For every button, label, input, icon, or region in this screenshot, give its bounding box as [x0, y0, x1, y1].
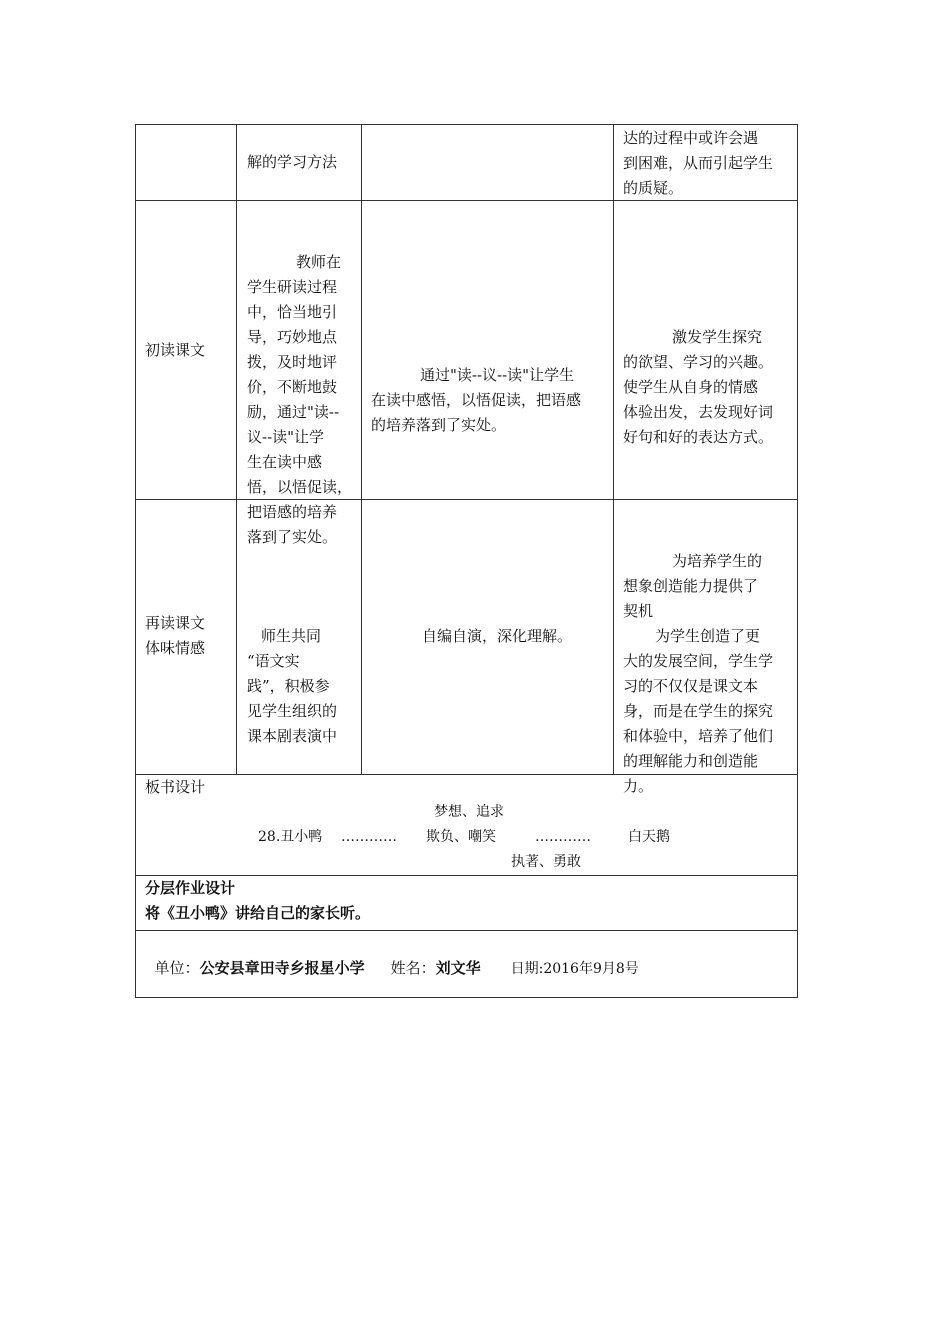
table-border-right — [797, 124, 798, 998]
homework-content: 将《丑小鸭》讲给自己的家长听。 — [145, 904, 371, 922]
unit-value: 公安县章田寺乡报星小学 — [199, 959, 365, 977]
row2-student-cell: 通过"读--议--读"让学生 在读中感悟，以悟促读，把语感 的培养落到了实处。 — [371, 366, 582, 434]
row1-intent-cell: 达的过程中或许会遇 到困难，从而引起学生 的质疑。 — [623, 129, 774, 197]
board-design-title: 板书设计 — [145, 778, 206, 796]
column-divider-2 — [361, 124, 362, 775]
table-border-bottom — [135, 997, 798, 998]
column-divider-1 — [236, 124, 237, 775]
name-value: 刘文华 — [435, 959, 481, 977]
board-line-dreams: 梦想、追求 — [434, 804, 504, 820]
row3-teacher-cell: 师生共同 “语文实 践”，积极参 见学生组织的 课本剧表演中 — [247, 627, 338, 745]
row3-step-label: 再读课文 体味情感 — [145, 614, 206, 657]
board-line-bullied: 欺负、嘲笑 — [426, 829, 496, 845]
board-line-persistence: 执著、勇敢 — [511, 854, 581, 870]
row3-intent-cell: 为培养学生的 想象创造能力提供了 契机 为学生创造了更 大的发展空间，学生学 习的不仅仅是课文本 身，而是在学生的探究 和体验中，培养了他们 的理解能力和创造能 力。 — [623, 552, 774, 795]
unit-label: 单位： — [154, 959, 200, 977]
row2-teacher-cell: 教师在 学生研读过程 中，恰当地引 导，巧妙地点 拨，及时地评 价，不断地鼓 励，通过"读-- 议--读"让学 生在读中感 悟，以悟促读， 把语感的培养 落到了实处。 — [247, 253, 353, 546]
date-text: 日期:2016年9月8号 — [510, 961, 639, 977]
row2-intent-cell: 激发学生探究 的欲望、学习的兴趣。 使学生从自身的情感 体验出发，去发现好词 好句和好的表达方式。 — [623, 328, 774, 446]
row3-student-cell: 自编自演，深化理解。 — [422, 627, 573, 645]
table-border-left — [135, 124, 136, 998]
board-swan: 白天鹅 — [628, 829, 670, 845]
board-dots-right: ………… — [535, 829, 591, 845]
table-border-top — [135, 124, 798, 125]
board-lesson-title: 28.丑小鸭 — [258, 829, 323, 845]
homework-title: 分层作业设计 — [145, 879, 236, 897]
row2-step-label: 初读课文 — [145, 341, 206, 359]
name-label: 姓名： — [390, 959, 436, 977]
footer-info — [145, 931, 639, 982]
row1-method-cell: 解的学习方法 — [247, 153, 338, 171]
board-dots-left: ………… — [341, 829, 397, 845]
column-divider-3 — [613, 124, 614, 775]
